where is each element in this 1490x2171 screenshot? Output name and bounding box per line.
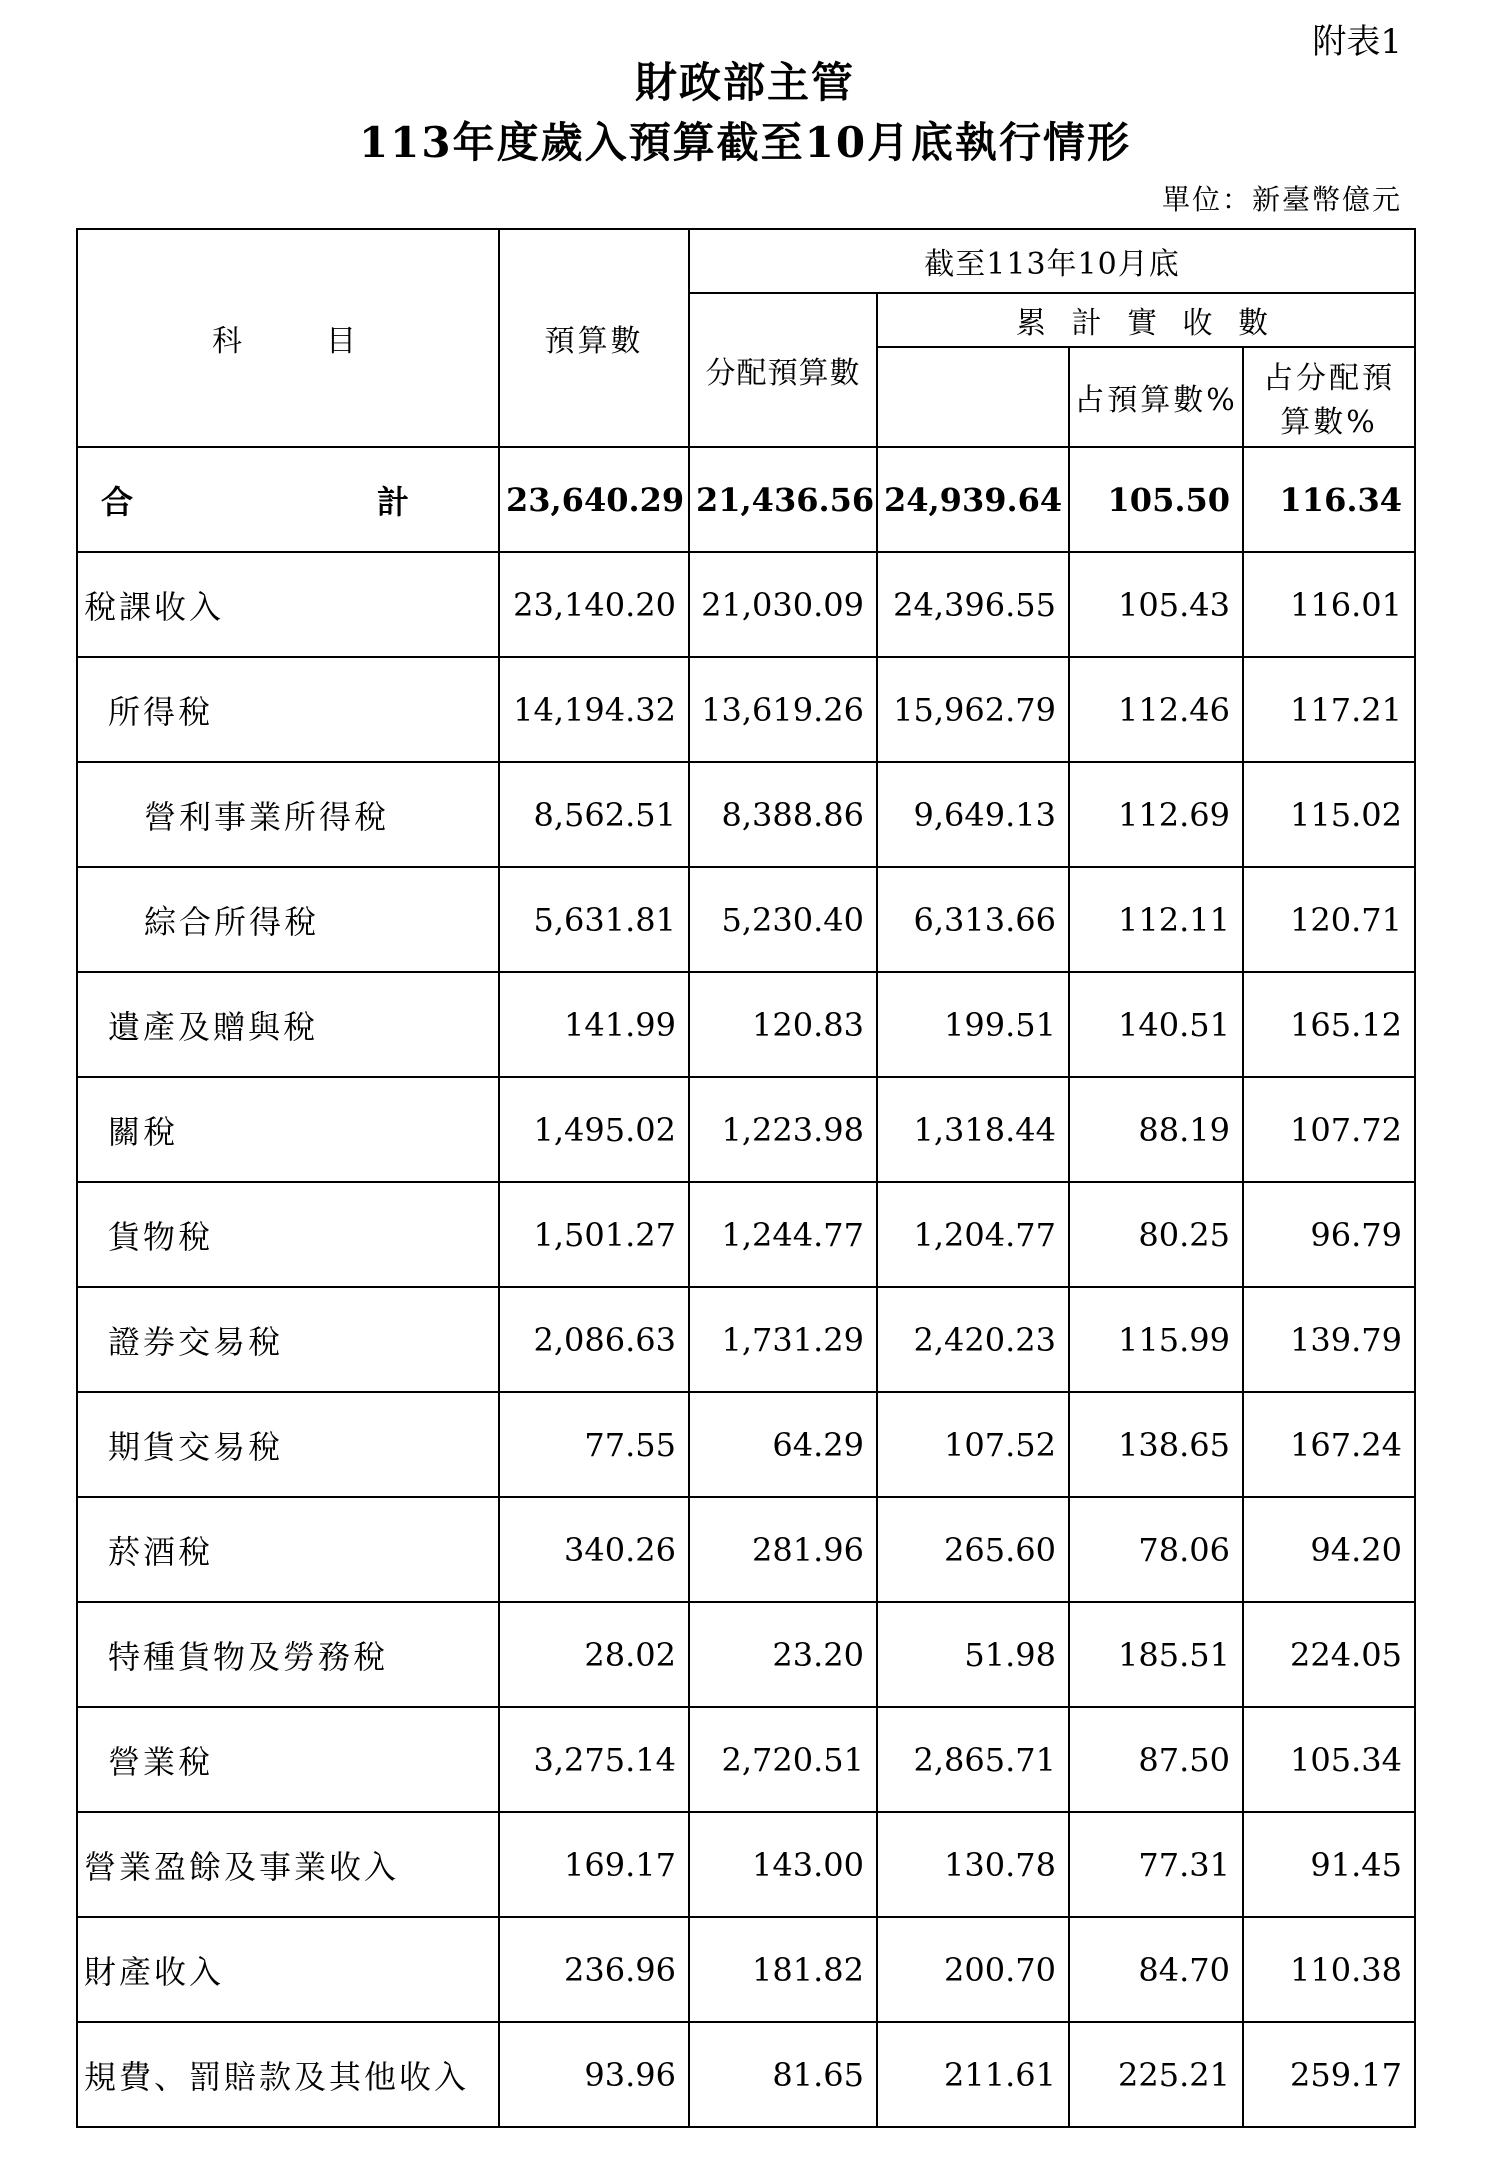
cell-allocated: 143.00 [689,1812,877,1917]
cell-budget: 23,640.29 [499,447,689,552]
cell-pct-budget: 140.51 [1069,972,1243,1077]
cell-name: 財產收入 [77,1917,499,2022]
cell-name: 菸酒稅 [77,1497,499,1602]
cell-actual: 130.78 [877,1812,1069,1917]
cell-pct-allocated: 167.24 [1243,1392,1415,1497]
cell-allocated: 2,720.51 [689,1707,877,1812]
cell-pct-budget: 185.51 [1069,1602,1243,1707]
cell-pct-allocated: 105.34 [1243,1707,1415,1812]
cell-pct-allocated: 259.17 [1243,2022,1415,2127]
cell-pct-allocated: 91.45 [1243,1812,1415,1917]
table-row [77,1917,1415,2022]
cell-actual: 1,204.77 [877,1182,1069,1287]
title-report: 113年度歲入預算截至10月底執行情形 [358,118,1132,167]
table-row [77,657,1415,762]
cell-budget: 14,194.32 [499,657,689,762]
cell-allocated: 13,619.26 [689,657,877,762]
cell-allocated: 81.65 [689,2022,877,2127]
cell-budget: 77.55 [499,1392,689,1497]
cell-pct-allocated: 139.79 [1243,1287,1415,1392]
header-actual-amount [877,347,1069,447]
cell-actual: 24,939.64 [877,447,1069,552]
cell-name: 綜合所得稅 [77,867,499,972]
cell-actual: 24,396.55 [877,552,1069,657]
cell-name: 關稅 [77,1077,499,1182]
cell-pct-allocated: 224.05 [1243,1602,1415,1707]
cell-pct-budget: 112.69 [1069,762,1243,867]
cell-actual: 6,313.66 [877,867,1069,972]
cell-pct-allocated: 116.34 [1243,447,1415,552]
table-row [77,1497,1415,1602]
cell-pct-allocated: 96.79 [1243,1182,1415,1287]
cell-allocated: 1,244.77 [689,1182,877,1287]
cell-budget: 236.96 [499,1917,689,2022]
cell-allocated: 5,230.40 [689,867,877,972]
unit-label: 單位：新臺幣億元 [1161,183,1402,216]
table-row [77,552,1415,657]
cell-pct-allocated: 120.71 [1243,867,1415,972]
cell-pct-budget: 138.65 [1069,1392,1243,1497]
table-row [77,1602,1415,1707]
cell-budget: 141.99 [499,972,689,1077]
cell-name: 貨物稅 [77,1182,499,1287]
table-row [77,1287,1415,1392]
cell-actual: 9,649.13 [877,762,1069,867]
table-row [77,762,1415,867]
cell-budget: 1,501.27 [499,1182,689,1287]
cell-name: 規費、罰賠款及其他收入 [77,2022,499,2127]
table-row [77,2022,1415,2127]
cell-actual: 107.52 [877,1392,1069,1497]
cell-budget: 2,086.63 [499,1287,689,1392]
cell-pct-budget: 105.43 [1069,552,1243,657]
header-period: 截至113年10月底 [689,229,1415,293]
cell-pct-budget: 112.46 [1069,657,1243,762]
table-row [77,1392,1415,1497]
cell-actual: 2,865.71 [877,1707,1069,1812]
table-row [77,1182,1415,1287]
cell-name: 所得稅 [77,657,499,762]
cell-actual: 51.98 [877,1602,1069,1707]
cell-name: 特種貨物及勞務稅 [77,1602,499,1707]
header-budget: 預算數 [499,229,689,447]
table-row [77,1707,1415,1812]
header-actual: 累 計 實 收 數 [877,293,1415,347]
cell-budget: 8,562.51 [499,762,689,867]
cell-allocated: 23.20 [689,1602,877,1707]
cell-actual: 200.70 [877,1917,1069,2022]
cell-pct-allocated: 117.21 [1243,657,1415,762]
cell-name: 營利事業所得稅 [77,762,499,867]
cell-actual: 199.51 [877,972,1069,1077]
cell-allocated: 21,436.56 [689,447,877,552]
cell-pct-budget: 105.50 [1069,447,1243,552]
cell-name: 稅課收入 [77,552,499,657]
cell-allocated: 181.82 [689,1917,877,2022]
cell-pct-allocated: 110.38 [1243,1917,1415,2022]
cell-budget: 169.17 [499,1812,689,1917]
cell-name: 營業稅 [77,1707,499,1812]
cell-allocated: 64.29 [689,1392,877,1497]
table-row [77,1812,1415,1917]
cell-budget: 5,631.81 [499,867,689,972]
cell-budget: 1,495.02 [499,1077,689,1182]
attachment-label: 附表1 [1312,22,1402,62]
total-row [77,447,1415,552]
cell-allocated: 281.96 [689,1497,877,1602]
cell-name: 證券交易稅 [77,1287,499,1392]
cell-pct-budget: 77.31 [1069,1812,1243,1917]
header-pct-budget-cell: 占預算數% [1069,347,1243,447]
header-allocated: 分配預算數 [689,293,877,447]
cell-budget: 340.26 [499,1497,689,1602]
cell-allocated: 120.83 [689,972,877,1077]
title-ministry: 財政部主管 [634,58,855,107]
cell-allocated: 21,030.09 [689,552,877,657]
cell-name: 合 計 [77,447,499,552]
cell-pct-budget: 225.21 [1069,2022,1243,2127]
cell-actual: 1,318.44 [877,1077,1069,1182]
cell-pct-allocated: 116.01 [1243,552,1415,657]
cell-pct-allocated: 115.02 [1243,762,1415,867]
cell-actual: 15,962.79 [877,657,1069,762]
cell-name: 營業盈餘及事業收入 [77,1812,499,1917]
cell-budget: 93.96 [499,2022,689,2127]
cell-actual: 2,420.23 [877,1287,1069,1392]
cell-pct-budget: 84.70 [1069,1917,1243,2022]
cell-pct-budget: 115.99 [1069,1287,1243,1392]
table-row [77,1077,1415,1182]
table-row [77,972,1415,1077]
cell-allocated: 1,731.29 [689,1287,877,1392]
cell-allocated: 8,388.86 [689,762,877,867]
cell-budget: 3,275.14 [499,1707,689,1812]
cell-pct-budget: 80.25 [1069,1182,1243,1287]
budget-table [76,228,1416,2128]
cell-pct-budget: 87.50 [1069,1707,1243,1812]
cell-pct-allocated: 165.12 [1243,972,1415,1077]
cell-name: 期貨交易稅 [77,1392,499,1497]
cell-name: 遺產及贈與稅 [77,972,499,1077]
header-pct-allocated: 占分配預算數% [1243,347,1415,447]
cell-budget: 23,140.20 [499,552,689,657]
cell-pct-budget: 88.19 [1069,1077,1243,1182]
cell-pct-allocated: 94.20 [1243,1497,1415,1602]
table-row [77,867,1415,972]
cell-pct-budget: 112.11 [1069,867,1243,972]
cell-budget: 28.02 [499,1602,689,1707]
cell-pct-budget: 78.06 [1069,1497,1243,1602]
cell-allocated: 1,223.98 [689,1077,877,1182]
cell-actual: 265.60 [877,1497,1069,1602]
cell-pct-allocated: 107.72 [1243,1077,1415,1182]
header-subject: 科 目 [77,229,499,447]
cell-actual: 211.61 [877,2022,1069,2127]
